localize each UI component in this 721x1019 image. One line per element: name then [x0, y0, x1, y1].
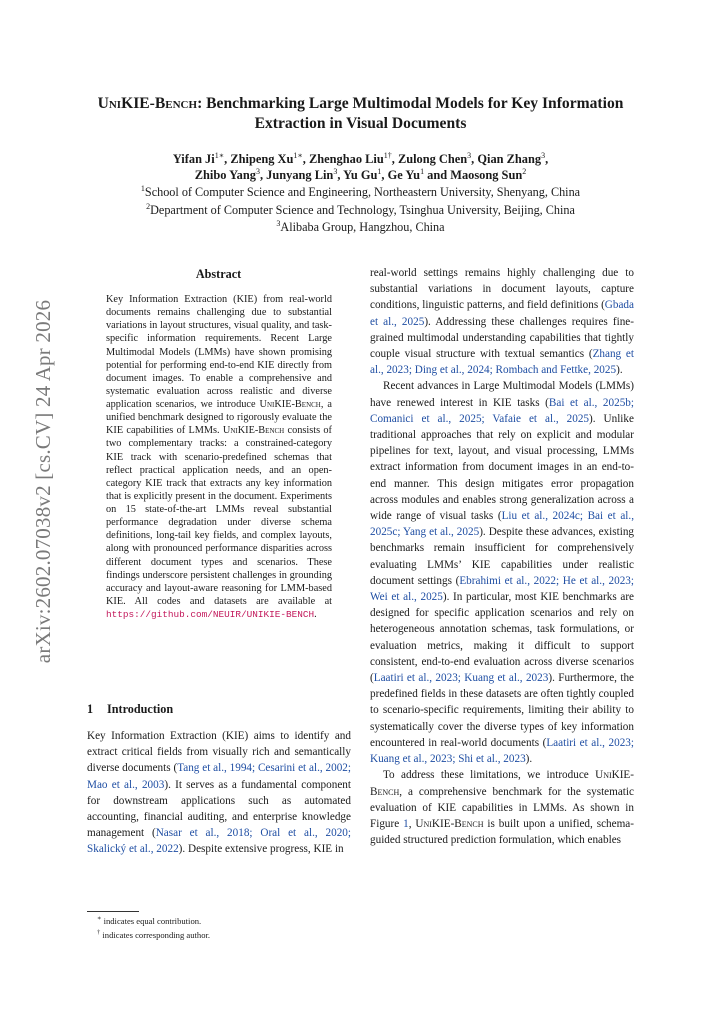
author-name: Zhibo Yang — [194, 168, 256, 182]
body-paragraph: Recent advances in Large Multimodal Models (LMMs) have renewed interest in KIE tasks (Bai et al., 2025b; Comanici et al., 2025; Vafaie et al., 2025). Unlike traditional approaches that rely on explicit and modular pipelines for text, layout, and visual processing, LMMs extract information from document images in an end-to-end manner. This design mitigates error propagation across modules and enables strong generalization across a wide range of visual tasks (Liu et al., 2024c; Bai et al., 2025c; Yang et al., 2025). Despite these advances, existing benchmarks remain insufficient for comprehensively evaluating LMMs’ KIE capabilities under realistic document settings (Ebrahimi et al., 2022; He et al., 2023; Wei et al., 2025). In particular, most KIE benchmarks are designed for specific application scenarios and rely on heterogeneous annotation schemas, task formulations, or evaluation metrics, making it difficult to support consistent, end-to-end evaluation across diverse scenarios (Laatiri et al., 2023; Kuang et al., 2023). Furthermore, the predefined fields in these datasets are often tightly coupled to scenario-specific requirements, limiting their ability to systematically cover the diverse types of key information encountered in real-world documents (Laatiri et al., 2023; Kuang et al., 2023; Shi et al., 2023). — [370, 380, 635, 766]
footnote-rule — [87, 911, 139, 912]
section-heading-introduction: 1 Introduction — [87, 702, 174, 716]
author-name: Yifan Ji — [172, 152, 215, 166]
footnote-equal-contribution: ∗ indicates equal contribution. — [97, 915, 202, 926]
paper-title: UniKIE-Bench: Benchmarking Large Multimodal Models for Key Information Extraction in Visual Documents — [97, 95, 624, 132]
benchmark-name: UniKIE-Bench — [259, 399, 321, 410]
abstract-body: Key Information Extraction (KIE) from real-world documents remains challenging due to substantial variations in layout structures, visual quality, and task-specific information requirements. Recent Large Multimodal Models (LMMs) have shown promising potential for performing end-to-end KIE directly from document images. To enable a comprehensive and systematic evaluation across realistic and diverse application scenarios, we introduce UniKIE-Bench, a unified benchmark designed to rigorously evaluate the KIE capabilities of LMMs. UniKIE-Bench consists of two complementary tracks: a constrained-category KIE track with scenario-predefined schemas that reflect practical application needs, and an open-category KIE track that extracts any key information that is explicitly present in the document. Experiments on 15 state-of-the-art LMMs reveal substantial performance degradation under diverse schema definitions, long-tail key fields, and complex layouts, along with pronounced performance disparities across different document types and scenarios. These findings underscore persistent challenges in grounding accuracy and layout-aware reasoning for LMM-based KIE. All codes and datasets are available at https://github.com/NEUIR/UNIKIE-BENCH. — [106, 294, 332, 620]
author-name: Ge Yu — [387, 168, 421, 182]
citation-link[interactable]: Ebrahimi et al., 2022; He et al., 2023; Wei et al., 2025 — [370, 574, 634, 604]
affiliation-item: $^3$Alibaba Group, Hangzhou, China — [276, 218, 445, 234]
author-name: Zulong Chen — [397, 152, 468, 166]
footnotes — [87, 913, 351, 942]
benchmark-name: UniKIE-Bench — [370, 769, 634, 798]
citation-link[interactable]: Nasar et al., 2018; Oral et al., 2020; Skalický et al., 2022 — [87, 827, 351, 856]
author-name: Junyang Lin — [266, 168, 334, 182]
author-name: Maosong Sun — [450, 168, 523, 182]
citation-link[interactable]: Laatiri et al., 2023; Kuang et al., 2023; Shi et al., 2023 — [370, 736, 634, 766]
arxiv-stamp-text: arXiv:2602.07038v2 [cs.CV] 24 Apr 2026 — [31, 299, 56, 663]
arxiv-identifier-stamp — [24, 296, 64, 666]
citation-link[interactable]: Bai et al., 2025b; Comanici et al., 2025; Vafaie et al., 2025 — [370, 396, 634, 425]
affiliation-item: $^2$Department of Computer Science and Technology, Tsinghua University, Beijing, China — [146, 201, 575, 217]
benchmark-name: UniKIE-Bench — [222, 425, 285, 437]
author-name: Qian Zhang — [477, 152, 542, 166]
body-paragraph: To address these limitations, we introduce UniKIE-Bench, a comprehensive benchmark for the systematic evaluation of KIE capabilities in LMMs. As shown in Figure 1, UniKIE-Bench is built upon a unified, schema-guided structured prediction formulation, which enables — [370, 769, 634, 847]
citation-link[interactable]: Liu et al., 2024c; Bai et al., 2025c; Yang et al., 2025 — [370, 510, 634, 539]
right-column — [370, 265, 634, 848]
abstract-heading: Abstract — [195, 267, 242, 281]
citation-link[interactable]: Zhang et al., 2023; Ding et al., 2024; Rombach and Fettke, 2025 — [370, 348, 635, 377]
author-list: Yifan $Ji^{1∗}$, Zhipeng $Xu^{1∗}$, Zhenghao Liu$^{1\dagger}$, Zulong Chen$^3$, Qian Zhang$^3$, Zhibo Yang$^3$, Junyang Lin$^3$, Yu Gu$^1$, Ge Yu$^1$ and Maosong Sun$^2$ — [172, 150, 549, 182]
code-repository-link[interactable]: https://github.com/NEUIR/UNIKIE-BENCH — [106, 609, 315, 620]
affiliation-item: $^1$School of Computer Science and Engineering, Northeastern University, Shenyang, China — [140, 183, 581, 199]
affiliation-list — [90, 184, 631, 237]
benchmark-name: UniKIE-Bench — [415, 817, 484, 830]
citation-link[interactable]: Tang et al., 1994; Cesarini et al., 2002; Mao et al., 2003 — [87, 762, 351, 791]
author-name: Yu Gu — [343, 168, 378, 182]
author-name: Zhenghao Liu — [309, 152, 384, 166]
footnote-corresponding-author: † indicates corresponding author. — [97, 929, 211, 941]
author-name: Zhipeng Xu — [230, 152, 294, 166]
citation-link[interactable]: Gbada et al., 2025 — [370, 299, 634, 328]
figure-reference-link[interactable]: 1 — [403, 817, 409, 830]
body-paragraph: real-world settings remains highly challenging due to substantial variations in document layouts, capture conditions, linguistic patterns, and field definitions (Gbada et al., 2025). Addressing these challenges requires fine-grained multimodal understanding capabilities that tightly couple visual structure with textual semantics (Zhang et al., 2023; Ding et al., 2024; Rombach and Fettke, 2025). — [370, 267, 635, 377]
citation-link[interactable]: Laatiri et al., 2023; Kuang et al., 2023 — [373, 672, 549, 685]
intro-paragraph: Key Information Extraction (KIE) aims to identify and extract critical fields from visually rich and semantically diverse documents (Tang et al., 1994; Cesarini et al., 2002; Mao et al., 2003). It serves as a fundamental component for downstream applications such as automated accounting, financial auditing, and enterprise knowledge management (Nasar et al., 2018; Oral et al., 2020; Skalický et al., 2022). Despite extensive progress, KIE in — [87, 730, 351, 856]
